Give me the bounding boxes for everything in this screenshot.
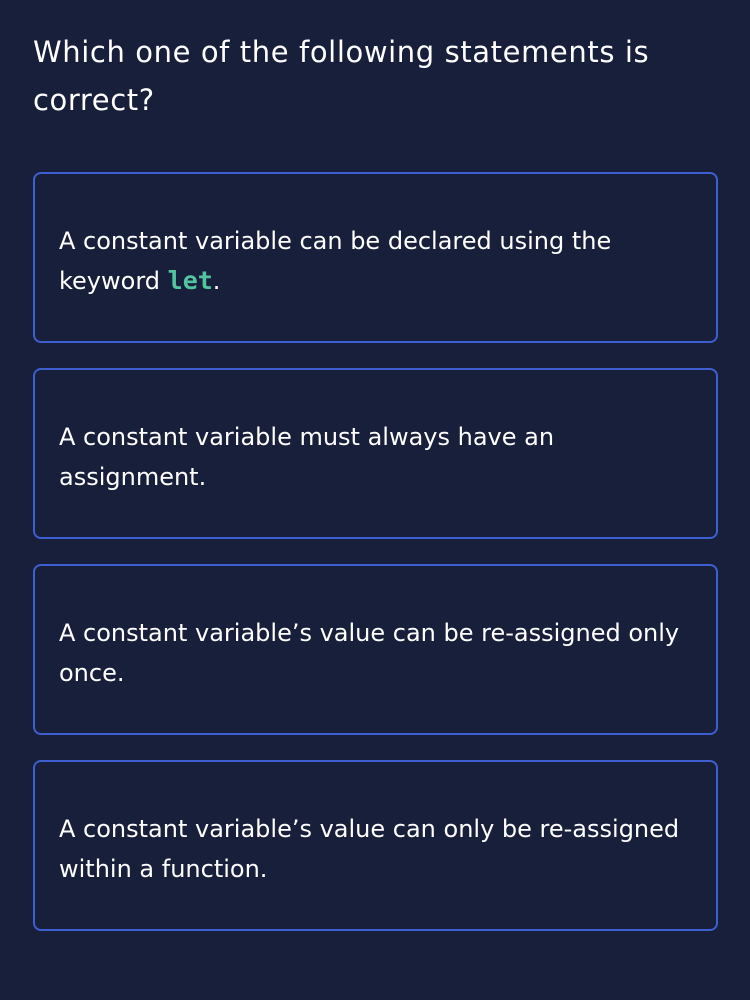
answer-options (33, 172, 718, 956)
answer-option-1[interactable] (33, 172, 718, 343)
answer-option-1-text: A constant variable can be declared using the keyword (59, 227, 612, 295)
answer-option-2[interactable] (33, 368, 718, 539)
answer-option-4[interactable] (33, 760, 718, 931)
answer-option-3-text: A constant variable’s value can be re-assigned only once. (59, 619, 680, 687)
inline-code-let: let (167, 266, 213, 295)
answer-option-4-text: A constant variable’s value can only be re-assigned within a function. (59, 815, 680, 883)
answer-option-3[interactable] (33, 564, 718, 735)
question-text: Which one of the following statements is correct? (33, 35, 650, 117)
answer-option-1-period: . (212, 267, 221, 295)
answer-option-2-text: A constant variable must always have an assignment. (59, 423, 555, 491)
